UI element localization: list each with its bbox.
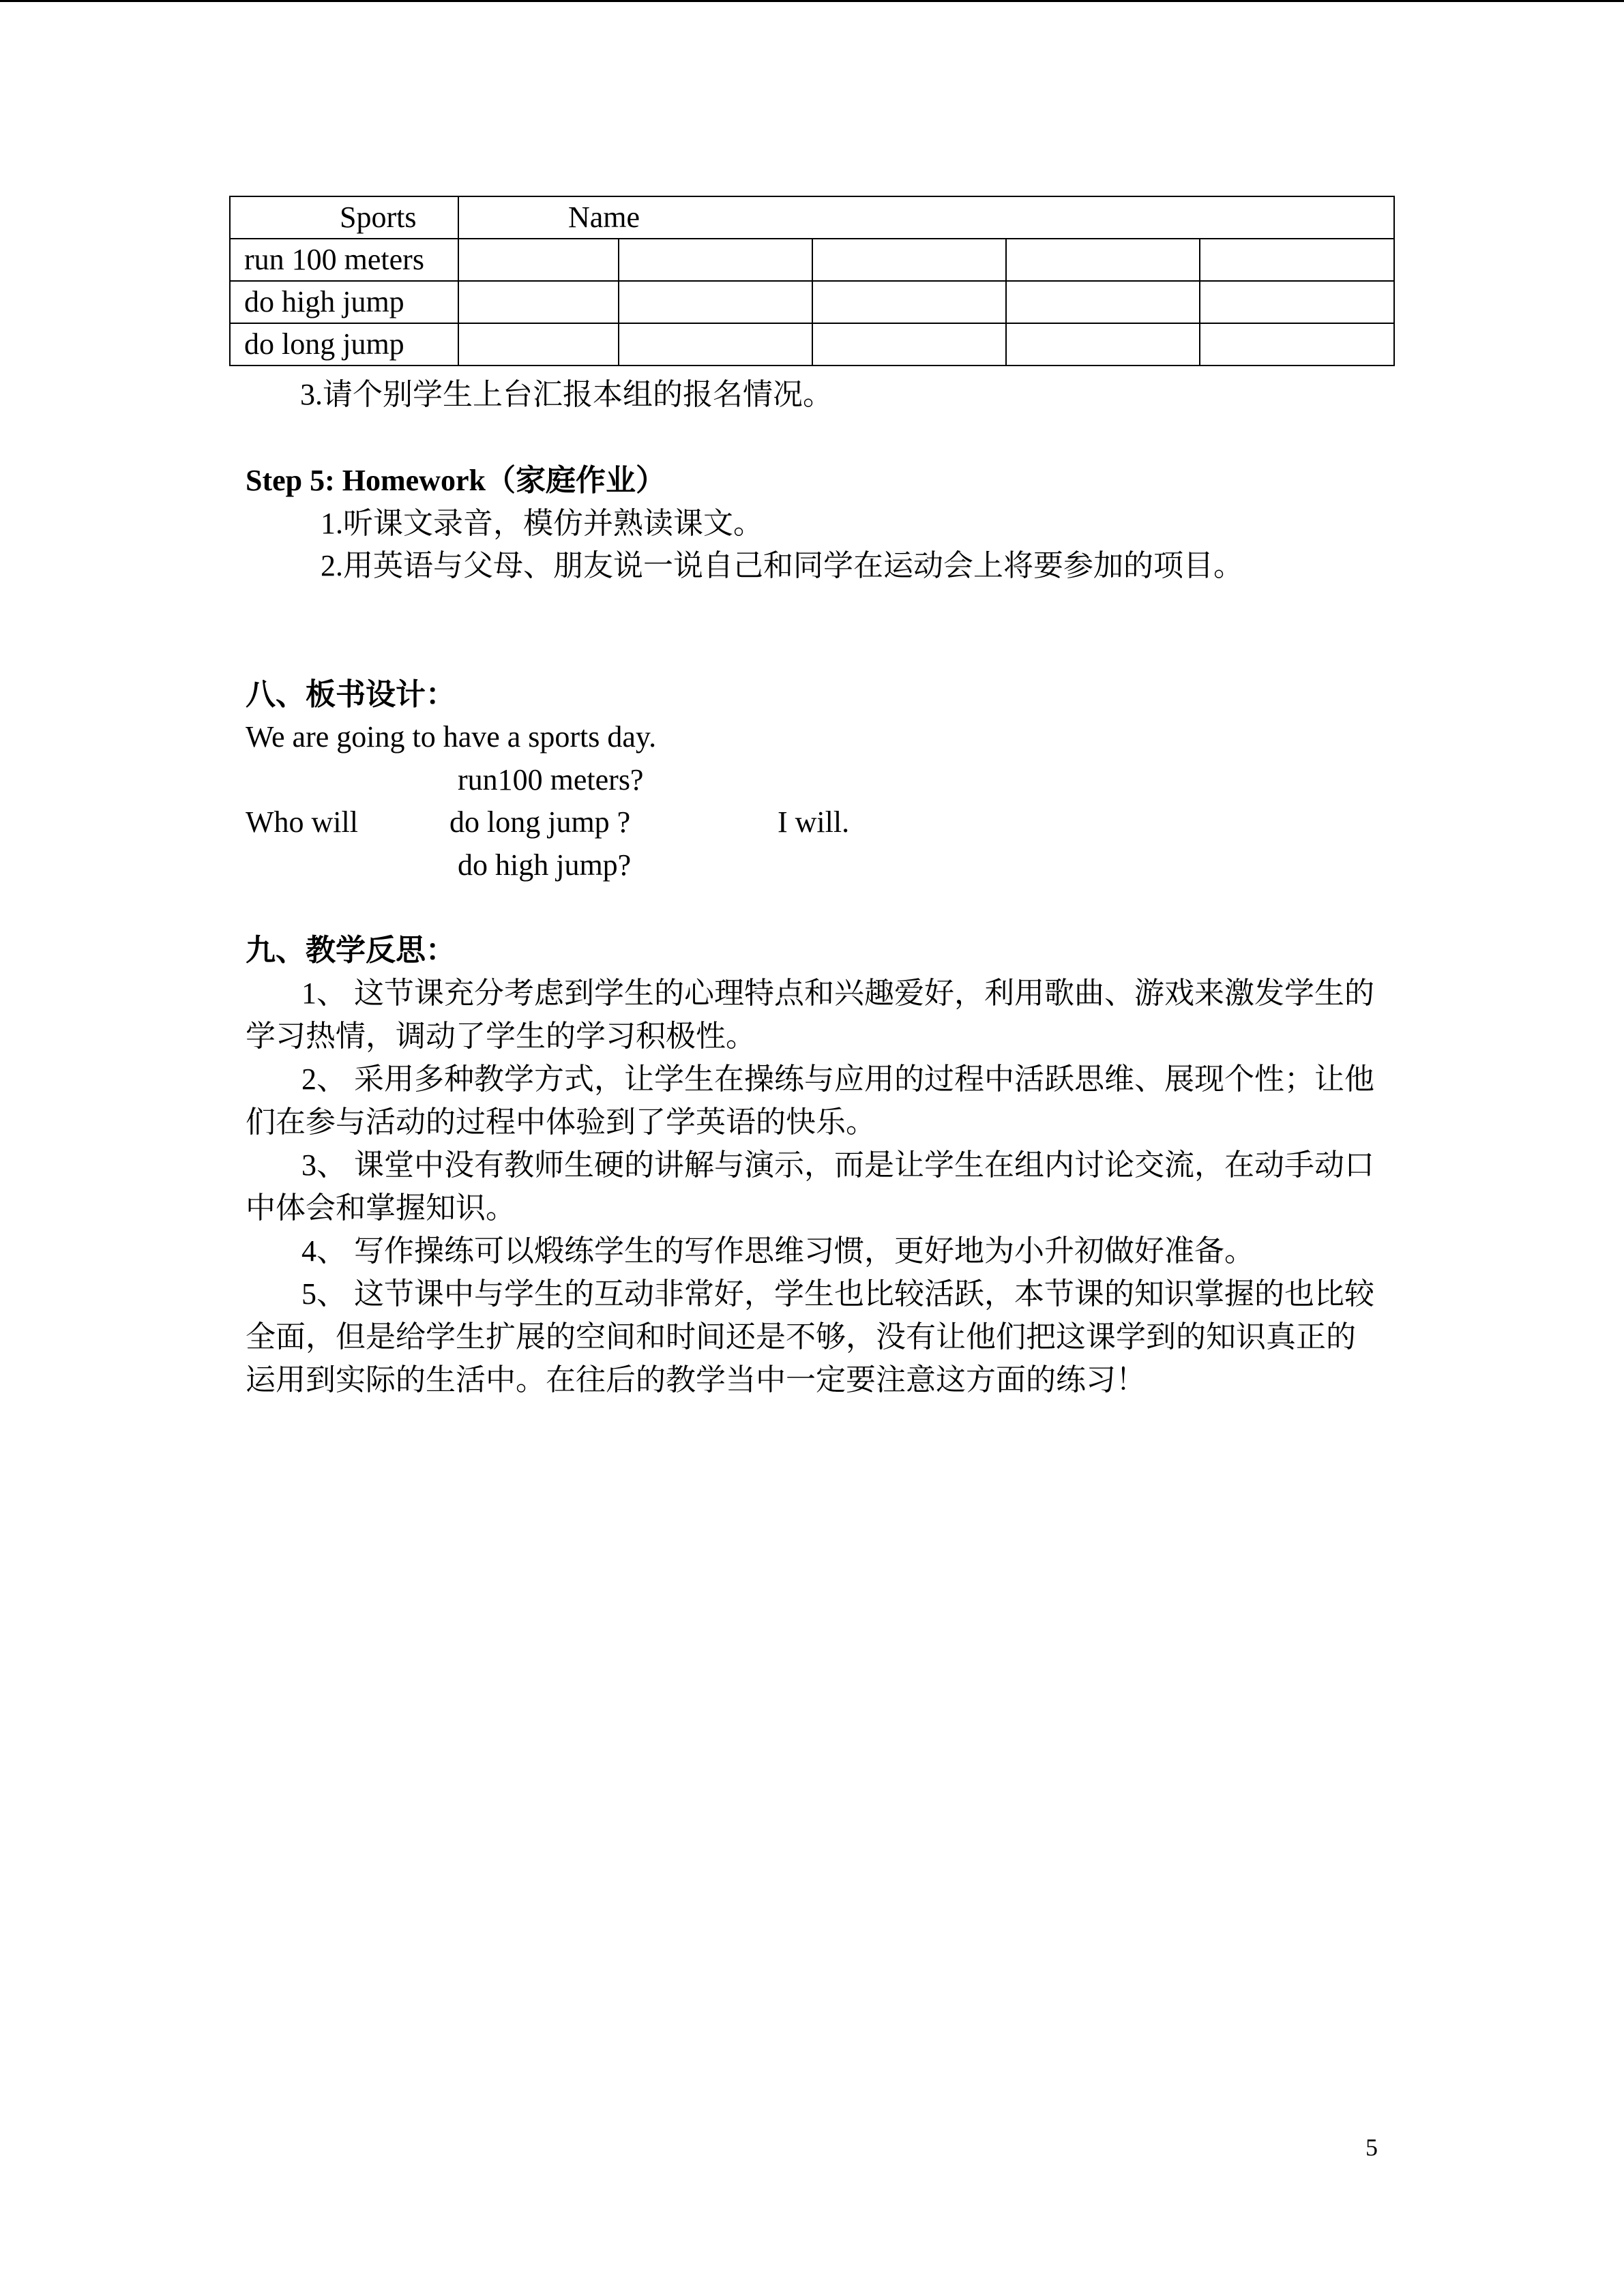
board-option-run: run100 meters? [458, 763, 644, 796]
header-sports: Sports [230, 196, 458, 239]
name-cell [1006, 239, 1200, 281]
homework-item-1: 1.听课文录音，模仿并熟读课文。 [321, 507, 763, 540]
homework-item-2: 2.用英语与父母、朋友说一说自己和同学在运动会上将要参加的项目。 [321, 549, 1243, 582]
reflection-title: 九、教学反思： [246, 934, 456, 967]
header-name: Name [458, 196, 1394, 239]
name-cell [812, 281, 1006, 323]
name-cell [458, 239, 619, 281]
board-design-title: 八、板书设计： [246, 678, 456, 711]
name-cell [1200, 239, 1394, 281]
name-cell [812, 323, 1006, 366]
name-cell [1006, 281, 1200, 323]
board-option-high-jump: do high jump? [458, 848, 632, 882]
name-cell [1200, 323, 1394, 366]
name-cell [619, 239, 812, 281]
board-line-1: We are going to have a sports day. [246, 720, 657, 754]
board-answer: I will. [778, 805, 850, 839]
table-header-row [230, 196, 1394, 239]
table-row [230, 281, 1394, 323]
reflection-paragraph-2: 2、 采用多种教学方式，让学生在操练与应用的过程中活跃思维、展现个性；让他们在参与活动的过程中体验到了学英语的快乐。 [246, 1062, 1374, 1139]
reflection-paragraph-3: 3、 课堂中没有教师生硬的讲解与演示，而是让学生在组内讨论交流，在动手动口中体会和掌握知识。 [246, 1148, 1374, 1225]
table-row [230, 239, 1394, 281]
reflection-paragraph-4: 4、 写作操练可以煅练学生的写作思维习惯，更好地为小升初做好准备。 [301, 1234, 1254, 1268]
sport-cell: run 100 meters [230, 239, 458, 281]
top-border-line [0, 0, 1624, 2]
page-number: 5 [1365, 2134, 1378, 2161]
step4-item-3: 3.请个别学生上台汇报本组的报名情况。 [300, 378, 833, 411]
name-cell [1200, 281, 1394, 323]
board-who-will: Who will [246, 805, 358, 839]
sport-cell: do long jump [230, 323, 458, 366]
table-row [230, 323, 1394, 366]
board-option-long-jump: do long jump ? [449, 805, 631, 839]
name-cell [619, 323, 812, 366]
sports-signup-table [229, 196, 1395, 366]
name-cell [458, 281, 619, 323]
name-cell [619, 281, 812, 323]
reflection-paragraph-5: 5、 这节课中与学生的互动非常好，学生也比较活跃，本节课的知识掌握的也比较全面，但是给学生扩展的空间和时间还是不够，没有让他们把这课学到的知识真正的运用到实际的生活中。在往后的教学当中一定要注意这方面的练习！ [246, 1277, 1374, 1397]
name-cell [812, 239, 1006, 281]
sport-cell: do high jump [230, 281, 458, 323]
name-cell [458, 323, 619, 366]
reflection-paragraph-1: 1、 这节课充分考虑到学生的心理特点和兴趣爱好，利用歌曲、游戏来激发学生的学习热情，调动了学生的学习积极性。 [246, 976, 1374, 1053]
step5-title: Step 5: Homework（家庭作业） [246, 464, 666, 497]
name-cell [1006, 323, 1200, 366]
